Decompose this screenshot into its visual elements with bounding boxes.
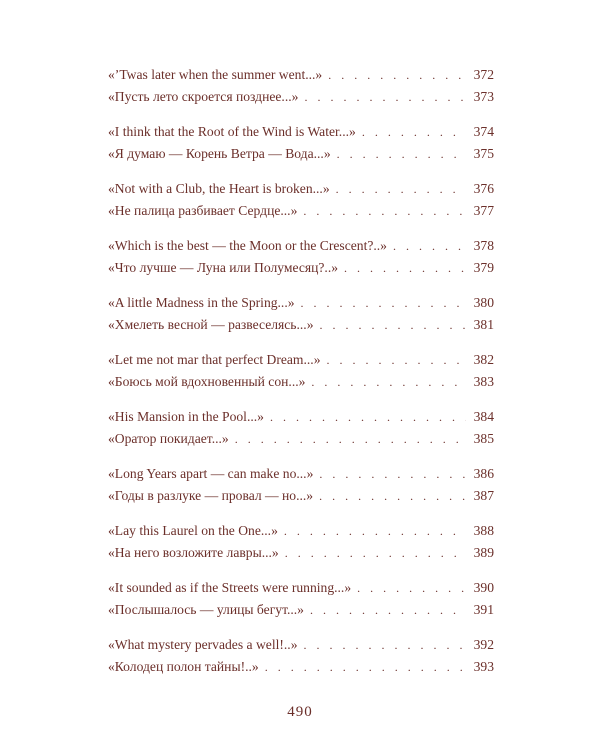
toc-entry-title: «What mystery pervades a well!..»: [108, 637, 298, 652]
table-of-contents: [108, 64, 494, 691]
toc-entry-page: 374: [473, 124, 494, 139]
toc-entry-title: «Не палица разбивает Сердце...»: [108, 203, 298, 218]
toc-entry-title: «Я думаю — Корень Ветра — Вода...»: [108, 146, 331, 161]
dot-leader: [298, 86, 466, 108]
dot-leader: [331, 143, 466, 165]
toc-entry-page: 373: [473, 89, 494, 104]
toc-entry: [108, 428, 494, 450]
dot-leader: [330, 178, 466, 200]
toc-entry: [108, 577, 494, 599]
toc-group: [108, 64, 494, 108]
toc-entry-page: 381: [473, 317, 494, 332]
dot-leader: [295, 292, 466, 314]
toc-entry: [108, 178, 494, 200]
toc-entry-title: «Послышалось — улицы бегут...»: [108, 602, 304, 617]
toc-entry: [108, 485, 494, 507]
toc-entry-page: 386: [473, 466, 494, 481]
toc-entry-title: «Хмелеть весной — развеселясь...»: [108, 317, 314, 332]
toc-entry: [108, 143, 494, 165]
toc-entry-title: «Which is the best — the Moon or the Crescent?..»: [108, 238, 387, 253]
toc-entry-page: 376: [473, 181, 494, 196]
toc-entry-page: 389: [473, 545, 494, 560]
dot-leader: [298, 634, 467, 656]
toc-entry: [108, 599, 494, 621]
toc-entry-title: «Let me not mar that perfect Dream...»: [108, 352, 321, 367]
toc-entry-page: 377: [473, 203, 494, 218]
toc-entry-title: «Not with a Club, the Heart is broken...»: [108, 181, 330, 196]
toc-group: [108, 463, 494, 507]
dot-leader: [297, 200, 466, 222]
toc-entry-title: «It sounded as if the Streets were running...»: [108, 580, 352, 595]
page-number: 490: [287, 704, 313, 720]
toc-entry-page: 375: [473, 146, 494, 161]
dot-leader: [322, 64, 466, 86]
toc-entry-title: «Что лучше — Луна или Полумесяц?..»: [108, 260, 339, 275]
toc-entry-title: «Пусть лето скроется позднее...»: [108, 89, 299, 104]
toc-group: [108, 577, 494, 621]
toc-entry-page: 390: [473, 580, 494, 595]
toc-entry: [108, 292, 494, 314]
toc-entry-title: «A little Madness in the Spring...»: [108, 295, 295, 310]
toc-entry: [108, 349, 494, 371]
toc-entry: [108, 371, 494, 393]
toc-entry-page: 372: [473, 67, 494, 82]
toc-entry-title: «Годы в разлуке — провал — но...»: [108, 488, 314, 503]
toc-group: [108, 235, 494, 279]
toc-entry-page: 380: [473, 295, 494, 310]
dot-leader: [387, 235, 466, 257]
dot-leader: [304, 599, 466, 621]
toc-entry-page: 383: [473, 374, 494, 389]
toc-entry-title: «Оратор покидает...»: [108, 431, 229, 446]
toc-entry-page: 393: [473, 659, 494, 674]
toc-entry: [108, 406, 494, 428]
dot-leader: [259, 656, 466, 678]
toc-entry: [108, 257, 494, 279]
toc-entry-page: 382: [473, 352, 494, 367]
dot-leader: [264, 406, 466, 428]
toc-entry-title: «I think that the Root of the Wind is Water...»: [108, 124, 356, 139]
toc-entry-title: «Боюсь мой вдохновенный сон...»: [108, 374, 306, 389]
dot-leader: [305, 371, 466, 393]
toc-entry-page: 387: [473, 488, 494, 503]
toc-entry: [108, 656, 494, 678]
toc-entry: [108, 200, 494, 222]
toc-entry-title: «На него возложите лавры...»: [108, 545, 279, 560]
toc-entry: [108, 235, 494, 257]
toc-entry-page: 384: [473, 409, 494, 424]
toc-entry: [108, 542, 494, 564]
toc-group: [108, 292, 494, 336]
toc-entry-page: 392: [473, 637, 494, 652]
dot-leader: [351, 577, 466, 599]
toc-group: [108, 406, 494, 450]
dot-leader: [321, 349, 466, 371]
toc-entry: [108, 121, 494, 143]
toc-entry-page: 391: [473, 602, 494, 617]
toc-entry-page: 379: [473, 260, 494, 275]
toc-entry: [108, 64, 494, 86]
dot-leader: [356, 121, 466, 143]
toc-entry-title: «Lay this Laurel on the One...»: [108, 523, 278, 538]
toc-entry: [108, 463, 494, 485]
dot-leader: [314, 314, 467, 336]
toc-entry-title: «’Twas later when the summer went...»: [108, 67, 323, 82]
toc-entry-title: «His Mansion in the Pool...»: [108, 409, 264, 424]
toc-entry: [108, 520, 494, 542]
toc-group: [108, 520, 494, 564]
toc-entry-page: 378: [473, 238, 494, 253]
dot-leader: [278, 520, 466, 542]
toc-group: [108, 349, 494, 393]
toc-entry: [108, 634, 494, 656]
dot-leader: [229, 428, 466, 450]
toc-entry-page: 388: [473, 523, 494, 538]
toc-entry: [108, 314, 494, 336]
toc-entry-title: «Колодец полон тайны!..»: [108, 659, 259, 674]
dot-leader: [338, 257, 466, 279]
toc-entry: [108, 86, 494, 108]
toc-group: [108, 121, 494, 165]
dot-leader: [279, 542, 466, 564]
toc-entry-page: 385: [473, 431, 494, 446]
toc-entry-title: «Long Years apart — can make no...»: [108, 466, 314, 481]
dot-leader: [313, 463, 466, 485]
toc-group: [108, 178, 494, 222]
dot-leader: [313, 485, 466, 507]
toc-group: [108, 634, 494, 678]
